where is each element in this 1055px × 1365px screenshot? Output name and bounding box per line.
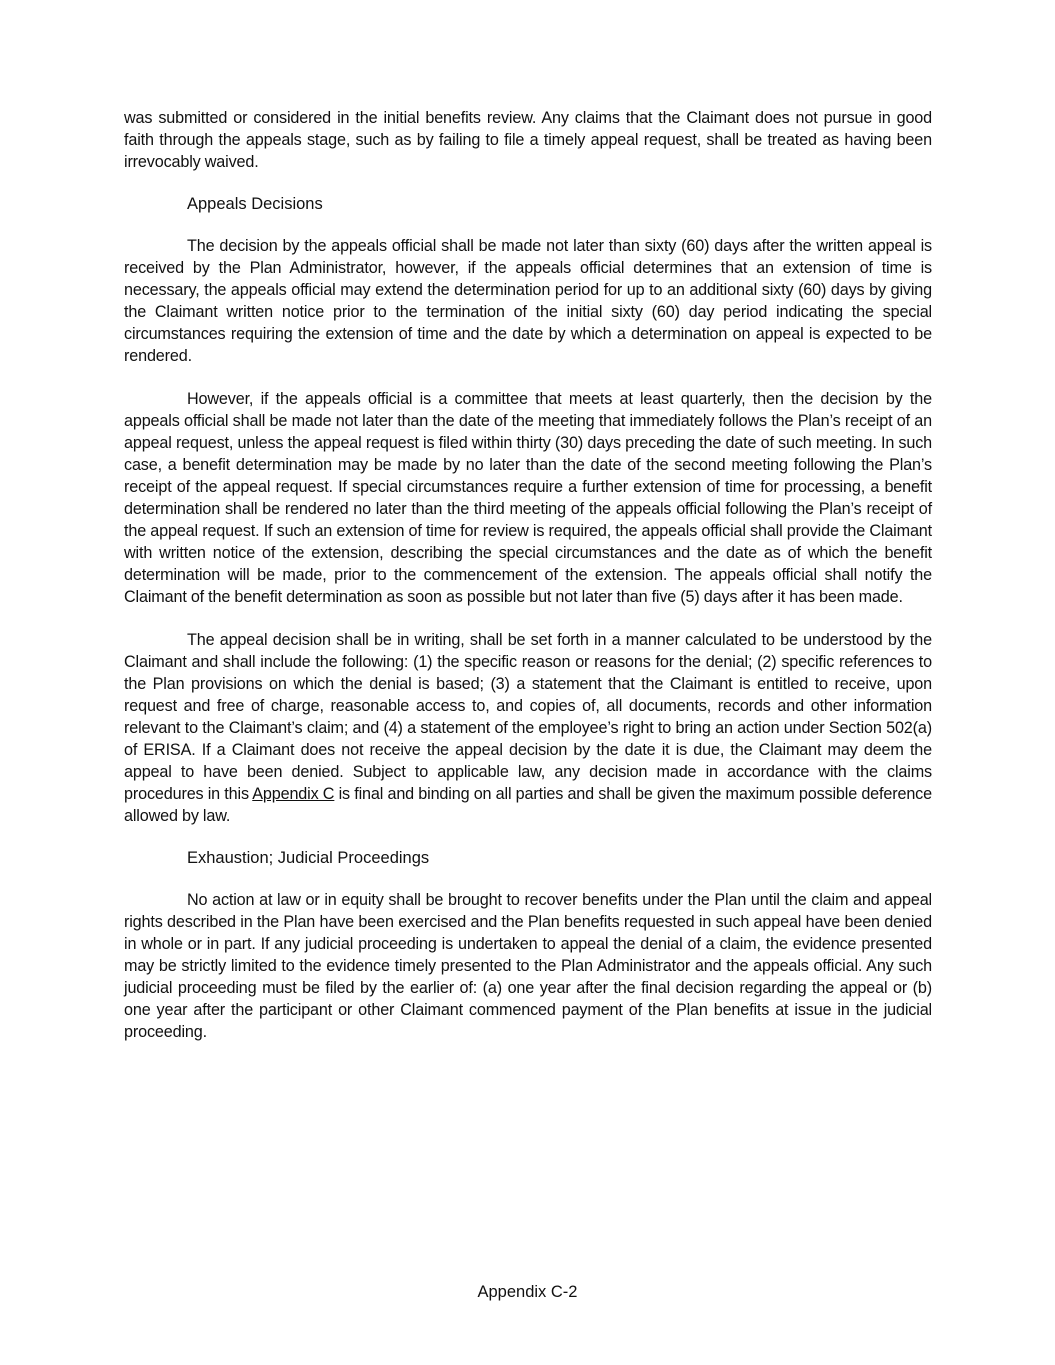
paragraph-waiver: was submitted or considered in the initial benefits review. Any claims that the Claimant does not pursue in good faith through the appeals stage, such as by failing to file a timely appeal request, shall be treated as having been irrevocably waived. xyxy=(124,109,932,171)
paragraph-appeals-timing: The decision by the appeals official shall be made not later than sixty (60) days after the written appeal is received by the Plan Administrator, however, if the appeals official determines that an extension of time is necessary, the appeals official may extend the determination period for up to an additional sixty (60) days by giving the Claimant written notice prior to the termination of the initial sixty (60) day period indicating the special circumstances requiring the extension of time and the date by which a determination on appeal is expected to be rendered. xyxy=(124,237,932,365)
paragraph-text-start: The appeal decision shall be in writing, shall be set forth in a manner calculated to be understood by the Claimant and shall include the following: (1) the specific reason or reasons for the denial; (2) specific references to the Plan provisions on which the denial is based; (3) a statement that the Claimant is entitled to receive, upon request and free of charge, reasonable access to, and copies of, all documents, records and other information relevant to the Claimant’s claim; and (4) a statement of the employee’s right to bring an action under Section 502(a) of ERISA. If a Claimant does not receive the appeal decision by the date it is due, the Claimant may deem the appeal to have been denied. Subject to applicable law, any decision made in accordance with the claims procedures in this xyxy=(124,631,932,803)
page-footer: Appendix C-2 xyxy=(477,1283,578,1301)
heading-appeals-decisions: Appeals Decisions xyxy=(187,195,323,213)
appendix-c-reference: Appendix C xyxy=(252,785,335,803)
document-body xyxy=(124,107,932,1043)
paragraph-committee-meetings: However, if the appeals official is a committee that meets at least quarterly, then the decision by the appeals official shall be made not later than the date of the meeting that immediately follows the Plan’s receipt of an appeal request, unless the appeal request is filed within thirty (30) days preceding the date of such meeting. In such case, a benefit determination may be made by no later than the date of the second meeting following the Plan’s receipt of the appeal request. If special circumstances require a further extension of time for processing, a benefit determination shall be rendered no later than the third meeting of the appeals official following the Plan’s receipt of the appeal request. If such an extension of time for review is required, the appeals official shall provide the Claimant with written notice of the extension, describing the special circumstances and the date as of which the benefit determination will be made, prior to the commencement of the extension. The appeals official shall notify the Claimant of the benefit determination as soon as possible but not later than five (5) days after it has been made. xyxy=(124,390,932,606)
paragraph-judicial-proceedings: No action at law or in equity shall be brought to recover benefits under the Plan until the claim and appeal rights described in the Plan have been exercised and the Plan benefits requested in such appeal have been denied in whole or in part. If any judicial proceeding is undertaken to appeal the denial of a claim, the evidence presented may be strictly limited to the evidence timely presented to the Plan Administrator and the appeals official. Any such judicial proceeding must be filed by the earlier of: (a) one year after the final decision regarding the appeal or (b) one year after the participant or other Claimant commenced payment of the Plan benefits at issue in the judicial proceeding. xyxy=(124,891,932,1041)
heading-exhaustion: Exhaustion; Judicial Proceedings xyxy=(187,849,430,867)
paragraph-appeal-decision-content xyxy=(124,629,932,827)
paragraph-text-end: is final and binding on all parties and shall be given the maximum possible deference allowed by law. xyxy=(124,785,932,825)
